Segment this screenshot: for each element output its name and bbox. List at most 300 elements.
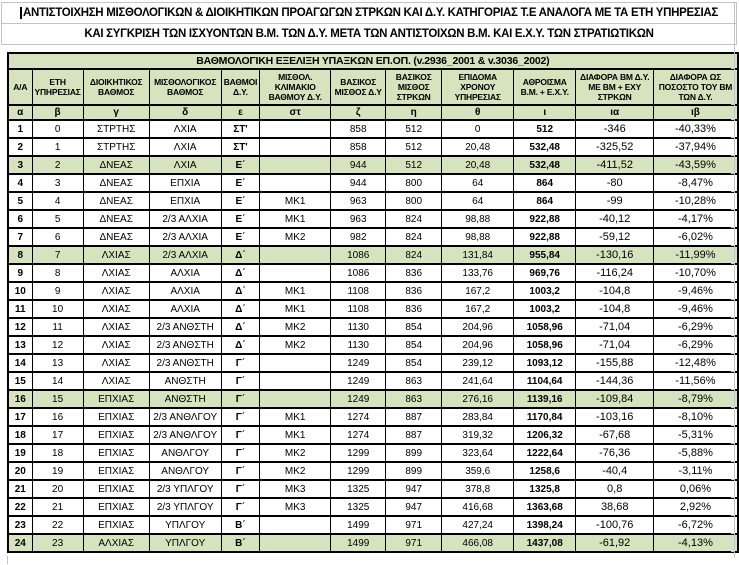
table-cell[interactable] (260, 534, 331, 552)
table-cell[interactable]: Γ΄ (221, 426, 260, 444)
table-cell[interactable]: Δ΄ (221, 264, 260, 282)
table-cell[interactable]: Β΄ (221, 516, 260, 534)
table-cell[interactable]: 13 (32, 354, 83, 372)
table-cell[interactable]: 18 (32, 444, 83, 462)
table-cell[interactable]: 4 (8, 174, 32, 192)
table-cell[interactable]: 800 (386, 192, 442, 210)
table-cell[interactable]: 10 (32, 300, 83, 318)
table-cell[interactable]: 1274 (331, 426, 386, 444)
table-cell[interactable]: 17 (8, 408, 32, 426)
table-cell[interactable]: ΔΝΕΑΣ (83, 228, 149, 246)
table-row (8, 534, 738, 552)
table-cell[interactable]: 378,8 (442, 480, 514, 498)
table-cell[interactable]: 947 (386, 498, 442, 516)
table-cell[interactable]: 9 (8, 264, 32, 282)
table-cell[interactable]: 9 (32, 282, 83, 300)
table-row (8, 264, 738, 282)
table-cell[interactable]: -130,16 (576, 246, 654, 264)
table-cell[interactable]: 858 (331, 120, 386, 138)
table-cell[interactable]: 982 (331, 228, 386, 246)
table-cell[interactable]: 2 (8, 138, 32, 156)
table-cell[interactable]: ΔΝΕΑΣ (83, 210, 149, 228)
table-cell[interactable]: 0,06% (654, 480, 738, 498)
table-cell[interactable]: Γ΄ (221, 444, 260, 462)
table-cell[interactable]: 24 (8, 534, 32, 552)
table-cell[interactable]: 11 (8, 300, 32, 318)
table-cell[interactable]: 1108 (331, 300, 386, 318)
table-cell[interactable]: 824 (386, 210, 442, 228)
table-cell[interactable]: 963 (331, 210, 386, 228)
table-cell[interactable]: 2/3 ΑΛΧΙΑ (149, 228, 221, 246)
table-cell[interactable]: ΑΝΘΛΓΟΥ (149, 462, 221, 480)
table-cell[interactable]: 4 (32, 192, 83, 210)
table-cell[interactable]: Ε΄ (221, 174, 260, 192)
table-cell[interactable]: ΕΠΧΙΑΣ (83, 498, 149, 516)
table-cell[interactable]: -346 (576, 120, 654, 138)
table-cell[interactable]: 2/3 ΑΝΘΛΓΟΥ (149, 426, 221, 444)
table-cell[interactable]: 427,24 (442, 516, 514, 534)
table-cell[interactable]: 15 (8, 372, 32, 390)
table-cell[interactable]: Δ΄ (221, 318, 260, 336)
table-cell[interactable]: 1274 (331, 408, 386, 426)
table-cell[interactable]: -11,99% (654, 246, 738, 264)
table-cell[interactable]: ΜΚ1 (260, 192, 331, 210)
table-cell[interactable]: ΑΝΘΣΤΗ (149, 390, 221, 408)
table-cell[interactable]: ΛΧΙΑΣ (83, 354, 149, 372)
table-cell[interactable]: 22 (8, 498, 32, 516)
table-cell[interactable]: 922,88 (514, 228, 576, 246)
table-cell[interactable]: -144,36 (576, 372, 654, 390)
table-cell[interactable]: 3 (8, 156, 32, 174)
table-cell[interactable]: 2/3 ΑΝΘΣΤΗ (149, 336, 221, 354)
table-cell[interactable]: -5,31% (654, 426, 738, 444)
table-cell[interactable]: 64 (442, 174, 514, 192)
table-row (8, 192, 738, 210)
table-cell[interactable]: 16 (8, 390, 32, 408)
table-cell[interactable]: -71,04 (576, 336, 654, 354)
table-cell[interactable]: 1003,2 (514, 300, 576, 318)
table-cell[interactable]: 21 (32, 498, 83, 516)
table-cell[interactable]: 864 (514, 192, 576, 210)
table-cell[interactable]: ΑΛΧΙΑ (149, 282, 221, 300)
table-cell[interactable]: 0 (442, 120, 514, 138)
table-cell[interactable]: 19 (8, 444, 32, 462)
table-cell[interactable]: ΥΠΛΓΟΥ (149, 534, 221, 552)
table-cell[interactable]: ΕΠΧΙΑΣ (83, 444, 149, 462)
table-cell[interactable] (260, 390, 331, 408)
table-cell[interactable]: -103,16 (576, 408, 654, 426)
table-cell[interactable]: Γ΄ (221, 354, 260, 372)
table-cell[interactable]: 11 (32, 318, 83, 336)
table-cell[interactable]: 12 (8, 318, 32, 336)
table-cell[interactable]: 276,16 (442, 390, 514, 408)
table-cell[interactable]: ΕΠΧΙΑ (149, 192, 221, 210)
table-cell[interactable]: 532,48 (514, 138, 576, 156)
table-cell[interactable]: 1222,64 (514, 444, 576, 462)
table-row (8, 318, 738, 336)
table-cell[interactable]: 1325 (331, 480, 386, 498)
table-cell[interactable] (260, 246, 331, 264)
table-cell[interactable]: 922,88 (514, 210, 576, 228)
table-cell[interactable]: 512 (386, 120, 442, 138)
table-cell[interactable]: ΜΚ1 (260, 426, 331, 444)
table-cell[interactable]: 6 (8, 210, 32, 228)
table-cell[interactable]: ΔΝΕΑΣ (83, 192, 149, 210)
table-cell[interactable] (260, 156, 331, 174)
table-cell[interactable]: 836 (386, 264, 442, 282)
table-cell[interactable]: 167,2 (442, 282, 514, 300)
table-cell[interactable]: 963 (331, 192, 386, 210)
table-cell[interactable]: Γ΄ (221, 498, 260, 516)
table-cell[interactable]: -67,68 (576, 426, 654, 444)
table-cell[interactable]: ΥΠΛΓΟΥ (149, 516, 221, 534)
table-cell[interactable]: -6,29% (654, 318, 738, 336)
table-cell[interactable]: 0 (32, 120, 83, 138)
table-cell[interactable]: 21 (8, 480, 32, 498)
table-cell[interactable]: 5 (8, 192, 32, 210)
table-cell[interactable]: 836 (386, 282, 442, 300)
table-cell[interactable]: ΜΚ2 (260, 444, 331, 462)
table-cell[interactable]: 1398,24 (514, 516, 576, 534)
table-cell[interactable]: ΑΛΧΙΑ (149, 300, 221, 318)
table-cell[interactable]: ΔΝΕΑΣ (83, 156, 149, 174)
table-cell[interactable]: 18 (8, 426, 32, 444)
table-cell[interactable]: 20 (8, 462, 32, 480)
table-cell[interactable]: -325,52 (576, 138, 654, 156)
table-cell[interactable]: 359,6 (442, 462, 514, 480)
table-cell[interactable]: 1325,8 (514, 480, 576, 498)
table-cell[interactable]: 239,12 (442, 354, 514, 372)
table-cell[interactable]: Δ΄ (221, 336, 260, 354)
table-cell[interactable]: -100,76 (576, 516, 654, 534)
table-cell[interactable]: 1 (32, 138, 83, 156)
table-cell[interactable]: 5 (32, 210, 83, 228)
table-cell[interactable]: ΛΧΙΑΣ (83, 336, 149, 354)
table-cell[interactable]: -8,10% (654, 408, 738, 426)
table-cell[interactable]: 20,48 (442, 156, 514, 174)
table-cell[interactable]: 8 (8, 246, 32, 264)
table-row (8, 156, 738, 174)
table-cell[interactable]: 1325 (331, 498, 386, 516)
table-cell[interactable]: 887 (386, 426, 442, 444)
table-cell[interactable]: 971 (386, 534, 442, 552)
table-cell[interactable]: 98,88 (442, 210, 514, 228)
table-cell[interactable]: 532,48 (514, 156, 576, 174)
table-cell[interactable]: ΜΚ2 (260, 318, 331, 336)
table-cell[interactable]: 1299 (331, 444, 386, 462)
table-cell[interactable]: 512 (386, 138, 442, 156)
table-cell[interactable]: ΑΝΘΣΤΗ (149, 372, 221, 390)
table-cell[interactable]: -61,92 (576, 534, 654, 552)
table-cell[interactable]: 3 (32, 174, 83, 192)
table-cell[interactable]: 2,92% (654, 498, 738, 516)
table-cell[interactable]: -37,94% (654, 138, 738, 156)
table-cell[interactable]: -6,72% (654, 516, 738, 534)
table-cell[interactable]: ΜΚ3 (260, 480, 331, 498)
table-cell[interactable]: 2/3 ΑΛΧΙΑ (149, 210, 221, 228)
table-cell[interactable]: 1108 (331, 282, 386, 300)
table-cell[interactable]: -40,12 (576, 210, 654, 228)
table-cell[interactable]: 64 (442, 192, 514, 210)
table-cell[interactable]: -4,17% (654, 210, 738, 228)
table-cell[interactable]: 2/3 ΥΠΛΓΟΥ (149, 480, 221, 498)
column-letter: θ (442, 105, 514, 120)
table-cell[interactable]: ΛΧΙΑΣ (83, 246, 149, 264)
table-cell[interactable]: Ε΄ (221, 156, 260, 174)
sheet-gridline-tick (731, 479, 735, 480)
table-cell[interactable]: 20,48 (442, 138, 514, 156)
table-cell[interactable]: 1 (8, 120, 32, 138)
table-cell[interactable]: -104,8 (576, 300, 654, 318)
table-cell[interactable]: 2 (32, 156, 83, 174)
table-cell[interactable]: 133,76 (442, 264, 514, 282)
table-cell[interactable] (260, 174, 331, 192)
table-cell[interactable]: Γ΄ (221, 390, 260, 408)
table-cell[interactable]: -6,29% (654, 336, 738, 354)
column-letter: ια (576, 105, 654, 120)
table-cell[interactable]: 947 (386, 480, 442, 498)
table-cell[interactable]: 1258,6 (514, 462, 576, 480)
table-cell[interactable]: ΛΧΙΑΣ (83, 282, 149, 300)
table-cell[interactable]: -40,33% (654, 120, 738, 138)
table-cell[interactable]: ΕΠΧΙΑΣ (83, 408, 149, 426)
table-cell[interactable] (260, 138, 331, 156)
table-cell[interactable]: 858 (331, 138, 386, 156)
table-cell[interactable]: ΜΚ1 (260, 408, 331, 426)
table-cell[interactable]: 14 (8, 354, 32, 372)
table-cell[interactable]: 14 (32, 372, 83, 390)
table-cell[interactable]: 1139,16 (514, 390, 576, 408)
table-cell[interactable]: 131,84 (442, 246, 514, 264)
table-cell[interactable]: Δ΄ (221, 300, 260, 318)
table-cell[interactable]: -80 (576, 174, 654, 192)
table-row (8, 336, 738, 354)
table-cell[interactable]: 1086 (331, 246, 386, 264)
table-cell[interactable] (260, 120, 331, 138)
table-cell[interactable]: ΛΧΙΑΣ (83, 318, 149, 336)
table-cell[interactable]: ΣΤ' (221, 138, 260, 156)
table-cell[interactable]: 6 (32, 228, 83, 246)
table-cell[interactable]: 1058,96 (514, 318, 576, 336)
table-cell[interactable]: 1249 (331, 372, 386, 390)
table-cell[interactable]: Ε΄ (221, 210, 260, 228)
table-cell[interactable]: ΜΚ2 (260, 336, 331, 354)
table-cell[interactable]: ΜΚ1 (260, 300, 331, 318)
table-cell[interactable]: 7 (32, 246, 83, 264)
table-cell[interactable]: ΜΚ2 (260, 228, 331, 246)
table-cell[interactable]: 23 (32, 534, 83, 552)
table-cell[interactable]: -9,46% (654, 282, 738, 300)
table-cell[interactable]: 15 (32, 390, 83, 408)
table-cell[interactable]: -11,56% (654, 372, 738, 390)
table-cell[interactable]: Γ΄ (221, 480, 260, 498)
table-cell[interactable]: Γ΄ (221, 462, 260, 480)
table-cell[interactable]: 17 (32, 426, 83, 444)
table-cell[interactable]: 167,2 (442, 300, 514, 318)
table-cell[interactable]: ΛΧΙΑΣ (83, 264, 149, 282)
table-cell[interactable]: ΜΚ3 (260, 498, 331, 516)
table-cell[interactable]: 98,88 (442, 228, 514, 246)
table-cell[interactable]: 955,84 (514, 246, 576, 264)
table-cell[interactable]: -40,4 (576, 462, 654, 480)
table-cell[interactable]: 19 (32, 462, 83, 480)
table-cell[interactable]: 1058,96 (514, 336, 576, 354)
table-cell[interactable]: 1170,84 (514, 408, 576, 426)
table-cell[interactable]: 836 (386, 300, 442, 318)
table-cell[interactable]: 971 (386, 516, 442, 534)
table-cell[interactable]: -43,59% (654, 156, 738, 174)
table-cell[interactable]: ΜΚ1 (260, 282, 331, 300)
table-cell[interactable]: -76,36 (576, 444, 654, 462)
table-cell[interactable]: 466,08 (442, 534, 514, 552)
table-cell[interactable]: 22 (32, 516, 83, 534)
column-letter: β (32, 105, 83, 120)
table-cell[interactable]: ΛΧΙΑ (149, 120, 221, 138)
table-cell[interactable]: 969,76 (514, 264, 576, 282)
table-cell[interactable]: 2/3 ΥΠΛΓΟΥ (149, 498, 221, 516)
table-cell[interactable]: -116,24 (576, 264, 654, 282)
table-cell[interactable]: -10,70% (654, 264, 738, 282)
table-cell[interactable]: -12,48% (654, 354, 738, 372)
table-cell[interactable]: ΕΠΧΙΑΣ (83, 480, 149, 498)
table-cell[interactable]: 1086 (331, 264, 386, 282)
table-cell[interactable]: ΕΠΧΙΑΣ (83, 462, 149, 480)
table-cell[interactable]: 1437,08 (514, 534, 576, 552)
table-cell[interactable] (260, 516, 331, 534)
table-cell[interactable]: 1249 (331, 354, 386, 372)
table-cell[interactable]: 800 (386, 174, 442, 192)
table-cell[interactable]: 863 (386, 372, 442, 390)
table-cell[interactable]: -109,84 (576, 390, 654, 408)
table-cell[interactable]: ΛΧΙΑΣ (83, 300, 149, 318)
table-cell[interactable] (260, 264, 331, 282)
table-cell[interactable]: 2/3 ΑΝΘΣΤΗ (149, 354, 221, 372)
table-cell[interactable]: 824 (386, 246, 442, 264)
table-cell[interactable]: 512 (386, 156, 442, 174)
table-cell[interactable]: ΑΝΘΛΓΟΥ (149, 444, 221, 462)
table-cell[interactable]: 854 (386, 354, 442, 372)
table-cell[interactable]: ΣΤΡΤΗΣ (83, 120, 149, 138)
table-cell[interactable]: 1299 (331, 462, 386, 480)
table-cell[interactable]: Β΄ (221, 534, 260, 552)
table-cell[interactable]: 23 (8, 516, 32, 534)
table-cell[interactable]: 2/3 ΑΛΧΙΑ (149, 246, 221, 264)
table-cell[interactable]: -104,8 (576, 282, 654, 300)
table-cell[interactable]: 283,84 (442, 408, 514, 426)
table-cell[interactable]: 1104,64 (514, 372, 576, 390)
table-cell[interactable]: 204,96 (442, 318, 514, 336)
table-cell[interactable]: 319,32 (442, 426, 514, 444)
table-cell[interactable]: 416,68 (442, 498, 514, 516)
table-cell[interactable]: 1499 (331, 516, 386, 534)
table-cell[interactable]: ΕΠΧΙΑ (149, 174, 221, 192)
table-cell[interactable]: 7 (8, 228, 32, 246)
table-row (8, 390, 738, 408)
table-cell[interactable]: Γ΄ (221, 408, 260, 426)
table-cell[interactable]: 8 (32, 264, 83, 282)
table-cell[interactable]: 512 (514, 120, 576, 138)
table-cell[interactable]: ΜΚ1 (260, 210, 331, 228)
table-cell[interactable]: -71,04 (576, 318, 654, 336)
table-cell[interactable]: -4,13% (654, 534, 738, 552)
table-cell[interactable]: 323,64 (442, 444, 514, 462)
table-cell[interactable]: -8,47% (654, 174, 738, 192)
table-cell[interactable]: 1249 (331, 390, 386, 408)
table-cell[interactable]: 2/3 ΑΝΘΛΓΟΥ (149, 408, 221, 426)
table-cell[interactable]: 1130 (331, 336, 386, 354)
table-cell[interactable]: 864 (514, 174, 576, 192)
table-cell[interactable]: 12 (32, 336, 83, 354)
table-cell[interactable]: 899 (386, 462, 442, 480)
table-cell[interactable]: -411,52 (576, 156, 654, 174)
table-cell[interactable]: 1003,2 (514, 282, 576, 300)
table-row (8, 300, 738, 318)
table-cell[interactable]: ΛΧΙΑΣ (83, 372, 149, 390)
table-cell[interactable]: Δ΄ (221, 246, 260, 264)
table-cell[interactable]: ΣΤΡΤΗΣ (83, 138, 149, 156)
table-cell[interactable]: 10 (8, 282, 32, 300)
table-cell[interactable]: -99 (576, 192, 654, 210)
table-cell[interactable]: -6,02% (654, 228, 738, 246)
table-cell[interactable]: 1363,68 (514, 498, 576, 516)
table-cell[interactable]: -9,46% (654, 300, 738, 318)
table-cell[interactable]: 944 (331, 174, 386, 192)
table-cell[interactable]: ΣΤ' (221, 120, 260, 138)
table-cell[interactable]: 16 (32, 408, 83, 426)
table-cell[interactable]: ΕΠΧΙΑΣ (83, 426, 149, 444)
table-cell[interactable]: 854 (386, 318, 442, 336)
table-cell[interactable]: ΔΝΕΑΣ (83, 174, 149, 192)
table-cell[interactable]: 1499 (331, 534, 386, 552)
table-cell[interactable]: -5,88% (654, 444, 738, 462)
table-cell[interactable]: ΛΧΙΑ (149, 156, 221, 174)
table-cell[interactable]: 1093,12 (514, 354, 576, 372)
table-cell[interactable]: 854 (386, 336, 442, 354)
table-cell[interactable]: 13 (8, 336, 32, 354)
table-cell[interactable]: Γ΄ (221, 372, 260, 390)
table-cell[interactable]: Ε΄ (221, 192, 260, 210)
table-cell[interactable]: -155,88 (576, 354, 654, 372)
table-cell[interactable]: 887 (386, 408, 442, 426)
table-cell[interactable]: 899 (386, 444, 442, 462)
table-cell[interactable]: -59,12 (576, 228, 654, 246)
table-cell[interactable]: ΕΠΧΙΑΣ (83, 516, 149, 534)
table-cell[interactable]: Δ΄ (221, 282, 260, 300)
table-cell[interactable]: 944 (331, 156, 386, 174)
table-cell[interactable] (260, 372, 331, 390)
table-cell[interactable]: 20 (32, 480, 83, 498)
table-cell[interactable]: ΑΛΧΙΑΣ (83, 534, 149, 552)
table-cell[interactable] (260, 354, 331, 372)
table-cell[interactable]: 2/3 ΑΝΘΣΤΗ (149, 318, 221, 336)
table-cell[interactable]: 863 (386, 390, 442, 408)
table-cell[interactable]: 1206,32 (514, 426, 576, 444)
table-cell[interactable]: -10,28% (654, 192, 738, 210)
table-cell[interactable]: -3,11% (654, 462, 738, 480)
table-cell[interactable]: 241,64 (442, 372, 514, 390)
table-cell[interactable]: Ε΄ (221, 228, 260, 246)
table-cell[interactable]: 204,96 (442, 336, 514, 354)
table-cell[interactable]: ΑΛΧΙΑ (149, 264, 221, 282)
table-cell[interactable]: ΛΧΙΑ (149, 138, 221, 156)
table-cell[interactable]: 824 (386, 228, 442, 246)
table-cell[interactable]: ΜΚ2 (260, 462, 331, 480)
table-cell[interactable]: 0,8 (576, 480, 654, 498)
table-cell[interactable]: -8,79% (654, 390, 738, 408)
table-cell[interactable]: 38,68 (576, 498, 654, 516)
table-cell[interactable]: 1130 (331, 318, 386, 336)
table-cell[interactable]: ΕΠΧΙΑΣ (83, 390, 149, 408)
